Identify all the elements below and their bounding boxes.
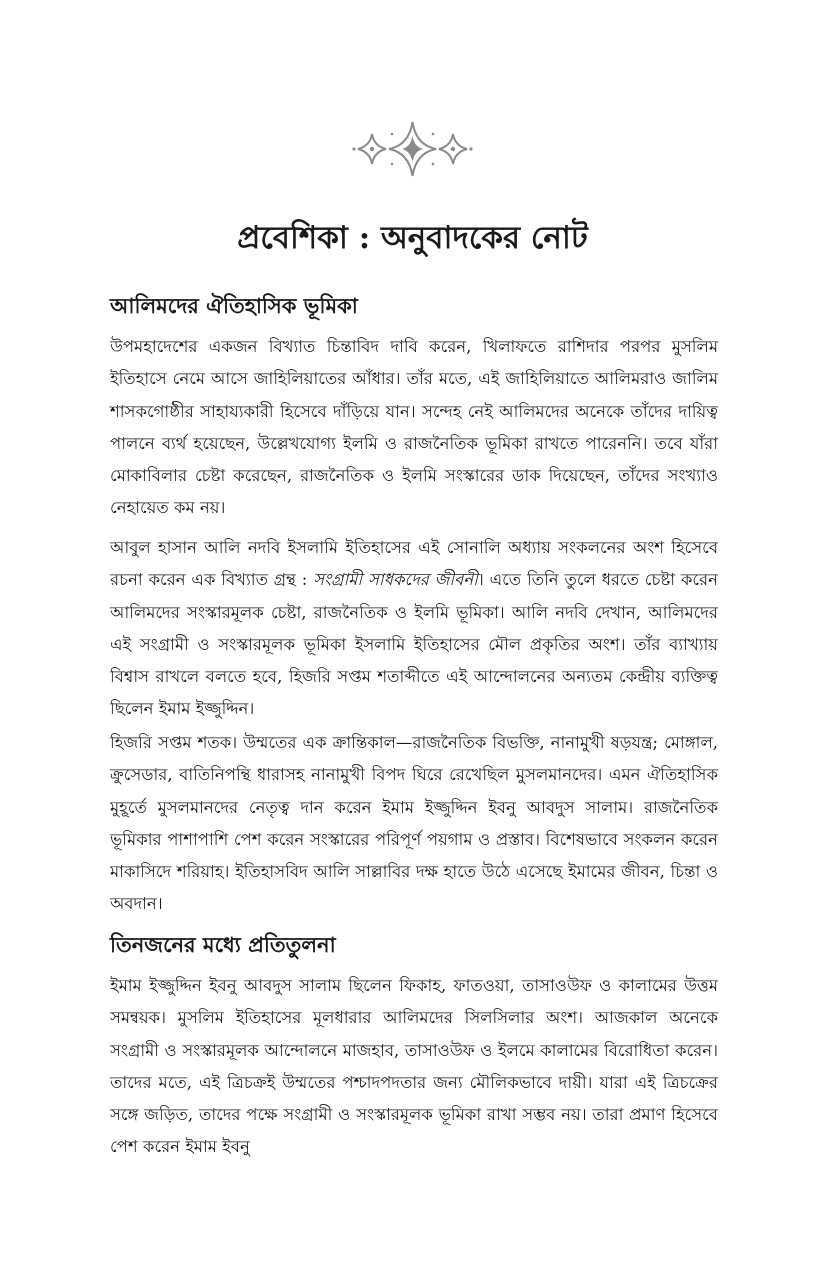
paragraph [110,532,718,726]
paragraph-text: আবুল হাসান আলি নদবি ইসলামি ইতিহাসের এই সোনালি অধ্যায় সংকলনের অংশ হিসেবে রচনা করেন এক বিখ্যাত গ্রন্থ : [110,538,718,590]
four-point-star-ornament-icon [350,120,475,178]
paragraph: হিজরি সপ্তম শতক। উম্মতের এক ক্রান্তিকাল—রাজনৈতিক বিভক্তি, নানামুখী ষড়যন্ত্র; মোঙ্গাল, ক্রুসেডার, বাতিনিপন্থি ধারাসহ নানামুখী বিপদ ঘিরে রেখেছিল মুসলমানদের। এমন ঐতিহাসিক মুহূর্তে মুসলমানদের নেতৃত্ব দান করেন ইমাম ইজ্জুদ্দিন ইবনু আবদুস সালাম। রাজনৈতিক ভূমিকার পাশাপাশি পেশ করেন সংস্কারের পরিপূর্ণ পয়গাম ও প্রস্তাব। বিশেষভাবে সংকলন করেন মাকাসিদে শরিয়াহ। ইতিহাসবিদ আলি সাল্লাবির দক্ষ হাতে উঠে এসেছে ইমামের জীবন, চিন্তা ও অবদান। [110,733,718,914]
paragraph: উপমহাদেশের একজন বিখ্যাত চিন্তাবিদ দাবি করেন, খিলাফতে রাশিদার পরপর মুসলিম ইতিহাসে নেমে আসে জাহিলিয়াতের আঁধার। তাঁর মতে, এই জাহিলিয়াতে আলিমরাও জালিম শাসকগোষ্ঠীর সাহায্যকারী হিসেবে দাঁড়িয়ে যান। সন্দেহ নেই আলিমদের অনেকে তাঁদের দায়িত্ব পালনে ব্যর্থ হয়েছেন, উল্লেখযোগ্য ইলমি ও রাজনৈতিক ভূমিকা রাখতে পারেননি। তবে যাঁরা মোকাবিলার চেষ্টা করেছেন, রাজনৈতিক ও ইলমি সংস্কারের ডাক দিয়েছেন, তাঁদের সংখ্যাও নেহায়েত কম নয়। [110,337,718,518]
paragraph-text: । এতে তিনি তুলে ধরতে চেষ্টা করেন আলিমদের সংস্কারমূলক চেষ্টা, রাজনৈতিক ও ইলমি ভূমিকা। আলি নদবি দেখান, আলিমদের এই সংগ্রামী ও সংস্কারমূলক ভূমিকা ইসলামি ইতিহাসের মৌল প্রকৃতির অংশ। তাঁর ব্যাখ্যায় বিশ্বাস রাখলে বলতে হবে, হিজরি সপ্তম শতাব্দীতে এই আন্দোলনের অন্যতম কেন্দ্রীয় ব্যক্তিত্ব ছিলেন ইমাম ইজ্জুদ্দিন। [110,570,718,719]
paragraph: ইমাম ইজ্জুদ্দিন ইবনু আবদুস সালাম ছিলেন ফিকাহ, ফাতওয়া, তাসাওউফ ও কালামের উত্তম সমন্বয়ক। মুসলিম ইতিহাসের মূলধারার আলিমদের সিলসিলার অংশ। আজকাল অনেকে সংগ্রামী ও সংস্কারমূলক আন্দোলনে মাজহাব, তাসাওউফ ও ইলমে কালামের বিরোধিতা করেন। তাদের মতে, এই ত্রিচক্রই উম্মতের পশ্চাদপদতার জন্য মৌলিকভাবে দায়ী। যারা এই ত্রিচক্রের সঙ্গে জড়িত, তাদের পক্ষে সংগ্রামী ও সংস্কারমূলক ভূমিকা রাখা সম্ভব নয়। তারা প্রমাণ হিসেবে পেশ করেন ইমাম ইবনু [110,976,718,1157]
page-title: প্রবেশিকা : অনুবাদকের নোট [237,220,588,256]
section-heading: আলিমদের ঐতিহাসিক ভূমিকা [110,293,358,318]
book-title: সংগ্রামী সাধকদের জীবনী [313,570,478,590]
section-heading: তিনজনের মধ্যে প্রতিতুলনা [110,932,336,957]
